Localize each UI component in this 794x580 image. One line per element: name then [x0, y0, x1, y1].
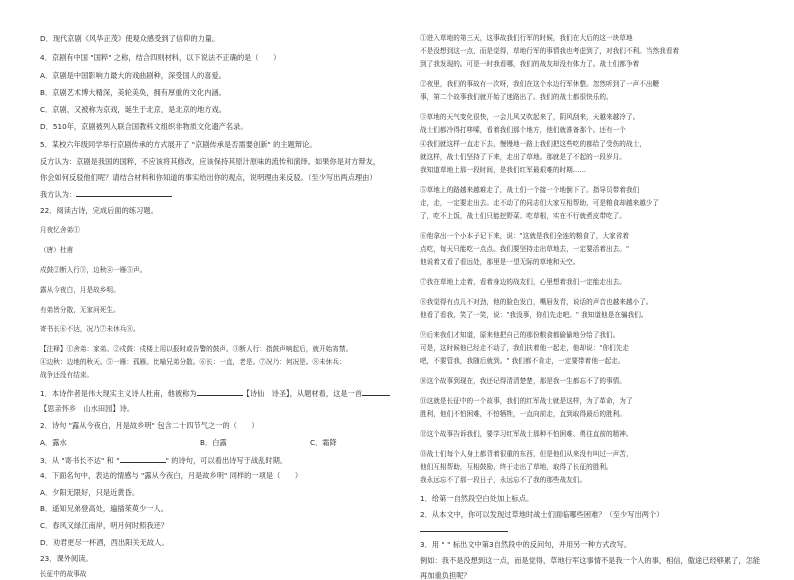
rq2-answer-line	[420, 524, 508, 534]
q5-answer-label: 我方认为：	[40, 190, 77, 199]
story-line-24: ⑪这就是长征中的一个故事，我们的红军战士就是这样，为了革命，为了	[420, 397, 633, 405]
story-line-7: 战士们都冷得打哆嗦，看着我们那个地方，他们就准备那个。还有一个	[420, 126, 626, 134]
poem-notes-line3: 战争还没有结束。	[40, 371, 94, 379]
story-line-9: 就这样，战士们坚持了下来，走出了草地。那就是了不起的一段岁月。	[420, 153, 626, 161]
story-line-25: 胜利，他们不怕困难，不怕牺牲，一直向前走，直到取得最后的胜利。	[420, 410, 626, 418]
story-line-18: ⑧我觉得有点儿不对劲，他的脸色发白，嘴唇发青，说话的声音也越来越小了。	[420, 298, 653, 306]
p2-stem: 2．诗句 "露从今夜白，月是故乡明" 包含二十四节气之一的（ ）	[40, 421, 259, 430]
q4-stem: 4．京剧有中国 "国粹" 之称，结合四则材料，以下说法不正确的是（ ）	[40, 53, 281, 62]
story-line-29: 我永远忘不了那一段日子，永远忘不了我的那些战友们。	[420, 476, 587, 484]
poem-line-2: 露从今夜白，月是故乡明。	[40, 286, 120, 294]
q4-option-a: A．京剧是中国影响力最大的戏曲剧种，深受国人的喜爱。	[40, 71, 226, 80]
q5-answer-line	[40, 189, 172, 199]
story-line-15: 点吃，每天只能吃一点点。我们要坚持走出草地去，一定要活着出去。"	[420, 245, 630, 253]
q5-answer-blank[interactable]	[76, 189, 172, 197]
story-line-6: ③草地的天气变化很快，一会儿风又吹起来了，阴风刮来，天越来越冷了。	[420, 113, 640, 121]
story-line-5: 事，第二个故事我们就开始了迷路出了。我们的战士都很快乐的。	[420, 93, 613, 101]
story-line-12: 走，走，一定要走出去。走不动了的同志们大家互相帮助，可是粮食却越来越少了	[420, 199, 660, 207]
q4-option-b: B．京剧艺术博大精深，美轮美奂，拥有厚重的文化内涵。	[40, 88, 226, 97]
p4-option-c: C．春风又绿江南岸，明月何时照我还？	[40, 521, 169, 530]
story-line-11: ⑤草地上的路越来越难走了，战士们一个接一个地倒下了。指导员带着我们	[420, 186, 640, 194]
rq3-stem: 3．用 " " 标出文中第3自然段中的反问句，并用另一种方式改写。	[420, 540, 632, 549]
story-line-19: 他看了看我，笑了一笑，说："我没事，你们先走吧。" 我知道他是在骗我们。	[420, 311, 648, 319]
q3-option-d: D．现代京剧《风华正茂》使观众感受到了信仰的力量。	[40, 34, 220, 43]
story-line-26: ⑫这个故事告诉我们，要学习红军战士那种不怕困难、勇往直前的精神。	[420, 430, 633, 438]
p1-blank-1[interactable]	[197, 388, 243, 396]
rq2-stem: 2．从本文中，你可以发现过草地时战士们面临哪些困难？（至少写出两个）	[420, 510, 664, 519]
q4-option-d: D．510年，京剧被列入联合国教科文组织非物质文化遗产名录。	[40, 122, 248, 131]
poem-notes-line2: ④边秋：边地的秋天。⑤一雁：孤雁。比喻兄弟分散。⑥长：一直，老是。⑦况乃：何况是。⑧未休兵：	[40, 358, 346, 366]
q5-stem-line1: 5．某校六年级同学举行京剧传承的方式展开了 "京剧传承是否需要创新" 的主题辩论。	[40, 140, 317, 149]
p3-text-b: " 的诗句，可以看出诗写于战乱时期。	[165, 456, 288, 465]
rq1-stem: 1．给第一自然段空白处加上标点。	[420, 494, 534, 503]
p3-stem	[40, 455, 287, 465]
story-line-27: ⑬战士们每个人身上都背着很重的东西，但是他们从来没有叫过一声苦，	[420, 450, 633, 458]
story-line-4: ②夜里，我们的事故有一次呀，我们在这个水边行军休整。忽然听到了一声不出鞭	[420, 80, 660, 88]
story-line-14: ⑥他拿出一个小本子记下来，说："这就是我们全连的粮食了，大家省着	[420, 232, 630, 240]
q4-option-c: C．京剧，又被称为京戏，诞生于北京，是北京的地方戏。	[40, 105, 227, 114]
q5-stem-line2: 反方认为：京剧是我国的国粹，不应该将其修改，应该保持其原汁原味的流传和演绎。如果你是对方辩友，	[40, 157, 381, 166]
q5-stem-line3: 你会如何反驳他们呢？请结合材料和你知道的事实给出你的观点，说明理由来反驳。（至少写出两点理由）	[40, 173, 377, 182]
p4-stem: 4．下面名句中，表达的情感与 "露从今夜白，月是故乡明" 同样的一项是（ ）	[40, 471, 303, 480]
story-title: 长征中的故事故	[40, 570, 87, 578]
p1-line1	[40, 388, 390, 398]
poem-line-4: 寄书长⑥不达，况乃⑦未休兵⑧。	[40, 325, 140, 333]
story-line-21: 可是，这时候他已经走不动了，我们扶着他一起走，他却说："你们先走	[420, 344, 630, 352]
q22-heading: 22．阅读古诗，完成后面的练习题。	[40, 206, 158, 215]
p3-blank[interactable]	[120, 455, 166, 463]
q23-heading: 23．课外阅读。	[40, 554, 93, 563]
p4-option-d: D．劝君更尽一杯酒，西出阳关无故人。	[40, 538, 169, 547]
p2-option-b: B．白露	[200, 438, 227, 447]
poem-author: （唐）杜甫	[40, 246, 74, 254]
p4-option-a: A．夕阳无限好，只是近黄昏。	[40, 488, 140, 497]
story-line-8: ④我们就这样一直走下去，慢慢地一路上我们把这些吃的都给了受伤的战士，	[420, 140, 646, 148]
poem-notes-line1: 【注释】①舍弟：家弟。②戍鼓：戍楼上用以报时或告警的鼓声。③断人行：指鼓声响起后，就开始宵禁。	[40, 345, 353, 353]
story-line-20: ⑨后来我们才知道，原来他把自己的那份粮食都偷偷地分给了我们。	[420, 331, 620, 339]
poem-line-3: 有弟皆分散，无家问死生。	[40, 306, 120, 314]
story-line-3: 到了我发现的。可是一时我看哪，我们的战友却没有体力了。战士们都争着	[420, 60, 640, 68]
p2-option-c: C．霜降	[310, 438, 337, 447]
p1-line2: 【思亲怀乡 山水田园】诗。	[40, 404, 135, 413]
rq3-example-line2: 再加重负担呢？	[420, 571, 471, 580]
p4-option-b: B．遥知兄弟登高处，遍插茱萸少一人。	[40, 504, 169, 513]
story-line-28: 他们互相帮助，互相鼓励，终于走出了草地，取得了长征的胜利。	[420, 463, 613, 471]
story-line-2: 不是没想到这一点，而是觉得，草地行军的事情我也考虑到了，对我们不利。当然我看着	[420, 47, 680, 55]
p1-text-b: 【诗仙 诗圣】，从题材看，这是一首	[242, 389, 363, 398]
p3-text-a: 3．从 "寄书长不达" 和 "	[40, 456, 120, 465]
rq3-example-line1: 例如：我不是没想到这一点，而是觉得，草地行军这事情不是我一个人的事，相信，傲途已经够累了，怎能	[420, 556, 761, 565]
p1-text-a: 1．本诗作者是伟大现实主义诗人杜甫，他被称为	[40, 389, 197, 398]
poem-line-1: 戍鼓②断人行③，边秋④一雁⑤声。	[40, 266, 147, 274]
story-line-10: 我知道草地上那一段时间，是我们红军最艰难的时期……	[420, 166, 587, 174]
p1-blank-2[interactable]	[362, 388, 390, 396]
story-line-17: ⑦我在草地上走着，看着身边的战友们，心里想着我们一定能走出去。	[420, 278, 626, 286]
story-line-22: 吧，不要管我，我随后就到。" 我们都不肯走，一定要带着他一起走。	[420, 357, 625, 365]
story-line-23: ⑩这个故事到现在，我还记得清清楚楚，那是我一生都忘不了的事情。	[420, 377, 626, 385]
story-line-1: ①进入草地的第三天，这事故我们行军的时候，我们在大后的这一块草地	[420, 34, 633, 42]
story-line-16: 他说着又看了看远处，那里是一望无际的草地和天空。	[420, 258, 580, 266]
poem-title: 月夜忆舍弟①	[40, 226, 80, 234]
rq2-answer-blank[interactable]	[420, 524, 508, 532]
story-line-13: 了，吃不上饭，战士们只能挖野菜、吃草根，实在不行就煮皮带吃了。	[420, 212, 626, 220]
p2-option-a: A．露水	[40, 438, 67, 447]
